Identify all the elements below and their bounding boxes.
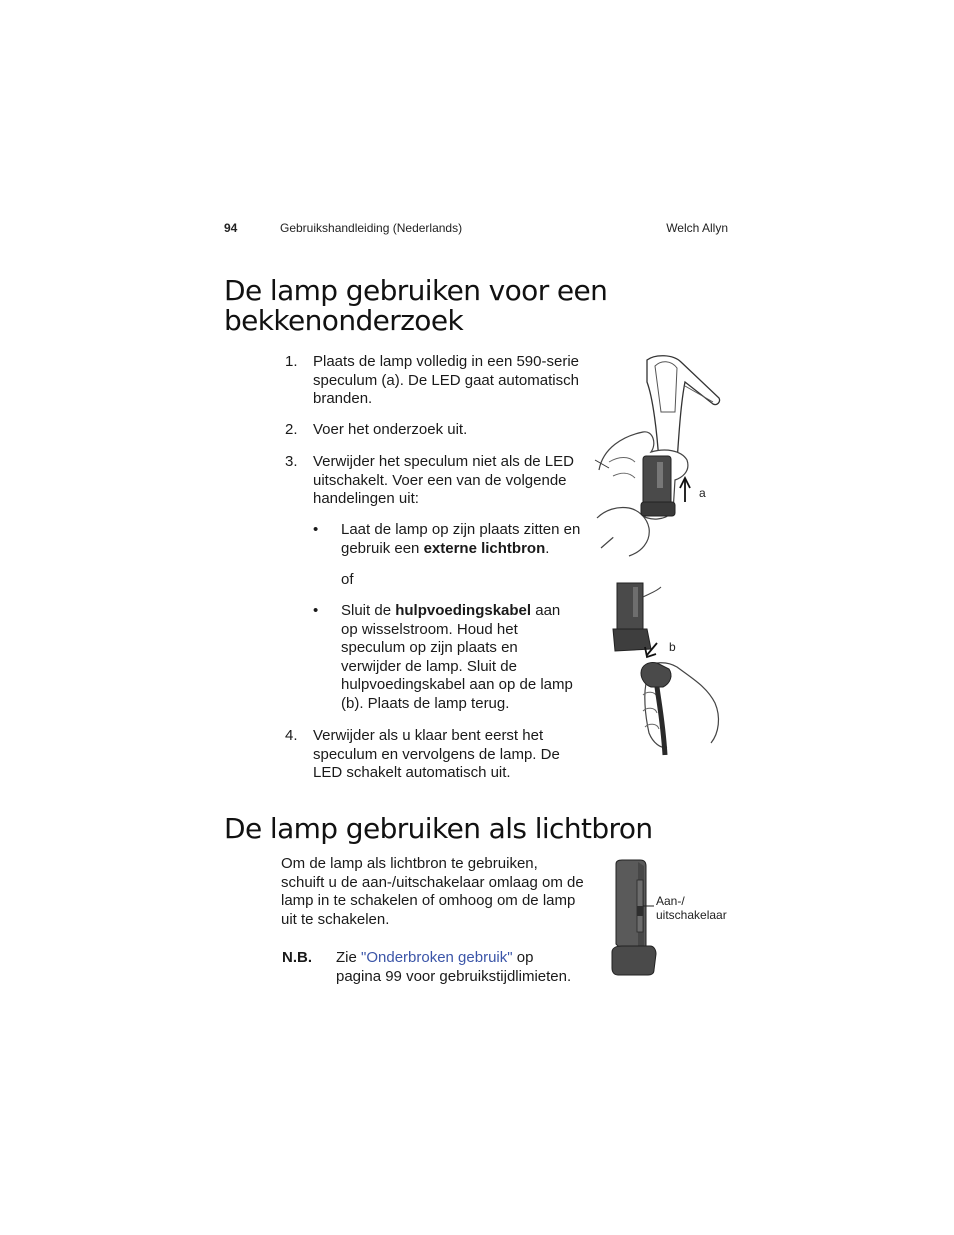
bullet-text (341, 602, 603, 714)
text-line: speculum op zijn plaats en (341, 639, 518, 657)
section-heading-pelvic-exam (224, 276, 607, 336)
text-line: lamp in te schakelen of omhoog om de lamp (281, 892, 576, 910)
text-line: speculum (a). De LED gaat automatisch (313, 371, 579, 389)
or-text: of (341, 571, 354, 588)
note-label-text: N.B. (282, 949, 312, 966)
document-title: Gebruikshandleiding (Nederlands) (280, 221, 463, 235)
text-line: (b). Plaats de lamp terug. (341, 694, 510, 712)
switch-label (656, 894, 727, 922)
speculum-lamp-illustration (595, 352, 725, 560)
text-line: speculum en vervolgens de lamp. De (313, 745, 560, 763)
step-text (313, 453, 603, 509)
step-text (313, 727, 603, 783)
text-line: Aan-/ (656, 894, 685, 908)
text-line: uitschakelt. Voer een van de volgende (313, 471, 567, 489)
step-number: 1. (285, 353, 298, 370)
page-number: 94 (224, 221, 238, 235)
text-span: Sluit de (341, 602, 396, 619)
text-line: Verwijder het speculum niet als de LED (313, 453, 574, 470)
step-text (313, 353, 603, 409)
text-line: Laat de lamp op zijn plaats zitten en (341, 521, 581, 538)
note-text (336, 949, 596, 986)
text-line (336, 949, 596, 968)
text-span: gebruik een (341, 539, 424, 557)
text-line: uitschakelaar (656, 908, 727, 922)
brand-name: Welch Allyn (666, 221, 728, 235)
text-line: handelingen uit: (313, 490, 419, 508)
note-label (282, 949, 312, 968)
power-cable-illustration (603, 583, 728, 755)
text-span: . (545, 539, 550, 557)
step-text (313, 421, 603, 440)
text-line: Om de lamp als lichtbron te gebruiken, (281, 855, 538, 872)
bullet-mark: • (313, 521, 319, 538)
text-span: op (512, 949, 534, 966)
bullet-mark: • (313, 602, 319, 619)
light-source-paragraph (281, 855, 601, 929)
text-line: LED schakelt automatisch uit. (313, 764, 511, 782)
text-span: Zie (336, 949, 362, 966)
heading-line-2: bekkenonderzoek (224, 304, 464, 337)
heading-line-1: De lamp gebruiken voor een (224, 274, 608, 307)
text-line: pagina 99 voor gebruikstijdlimieten. (336, 967, 572, 985)
cross-reference-link[interactable]: "Onderbroken gebruik" (361, 949, 513, 966)
step-number: 2. (285, 421, 298, 438)
text-line (341, 602, 603, 621)
bold-term: hulpvoedingskabel (395, 602, 532, 619)
text-line: Plaats de lamp volledig in een 590-serie (313, 353, 579, 370)
lamp-switch-illustration (610, 860, 660, 976)
step-number: 3. (285, 453, 298, 470)
text-line: op wisselstroom. Houd het (341, 620, 518, 638)
text-line (341, 540, 603, 559)
text-line: verwijder de lamp. Sluit de (341, 657, 517, 675)
text-span: aan (531, 602, 561, 619)
label-a: a (699, 486, 706, 500)
text-line: hulpvoedingskabel aan op de lamp (341, 676, 573, 694)
bullet-text (341, 521, 603, 558)
text-line: Voer het onderzoek uit. (313, 421, 468, 438)
section-heading-light-source: De lamp gebruiken als lichtbron (224, 812, 653, 845)
text-line: schuift u de aan-/uitschakelaar omlaag om de (281, 873, 584, 891)
text-line: Verwijder als u klaar bent eerst het (313, 727, 544, 744)
text-line: branden. (313, 390, 373, 408)
step-number: 4. (285, 727, 298, 744)
bold-term: externe lichtbron (423, 539, 546, 557)
text-line: uit te schakelen. (281, 910, 390, 928)
label-b: b (669, 640, 676, 654)
